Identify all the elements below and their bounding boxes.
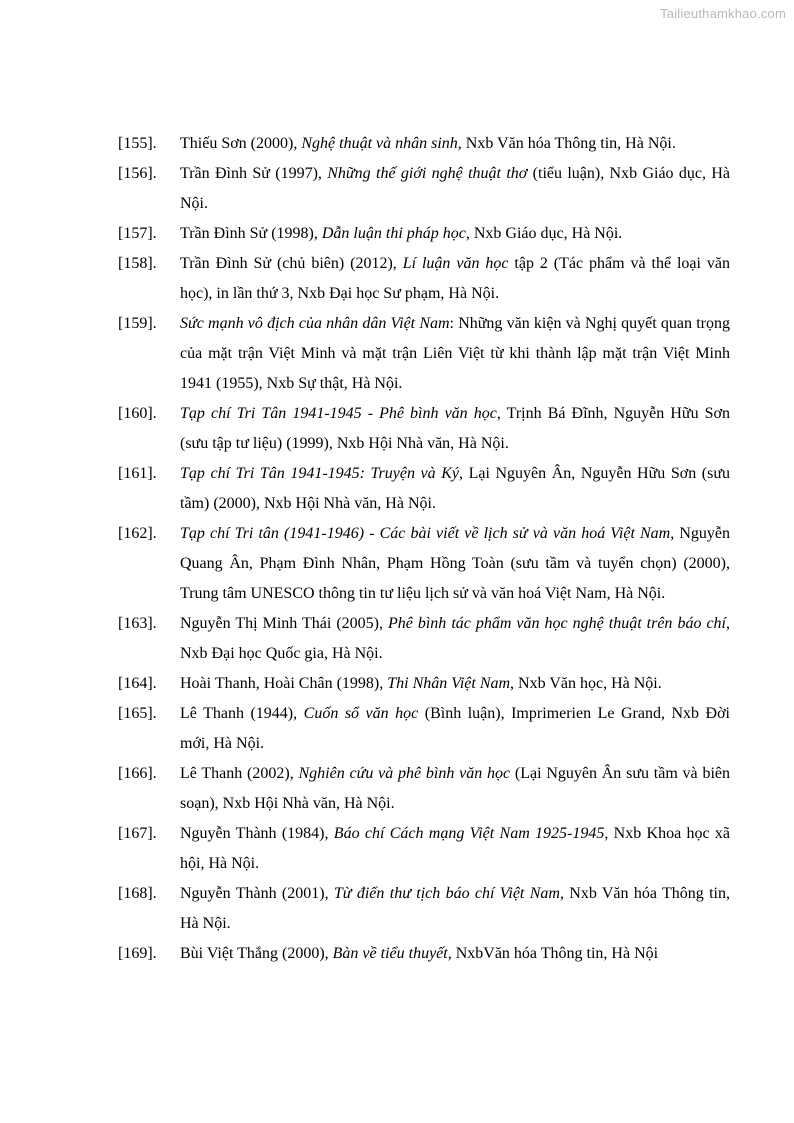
reference-number: [164]. bbox=[118, 675, 157, 692]
reference-item bbox=[118, 129, 730, 159]
reference-item bbox=[118, 879, 730, 939]
reference-item bbox=[118, 309, 730, 399]
reference-text: Nguyễn Thành (2001), Từ điển thư tịch báo chí Việt Nam, Nxb Văn hóa Thông tin, Hà Nội. bbox=[180, 885, 731, 932]
reference-item bbox=[118, 249, 730, 309]
reference-text: Trần Đình Sử (1997), Những thế giới nghệ thuật thơ (tiểu luận), Nxb Giáo dục, Hà Nội. bbox=[180, 165, 730, 212]
reference-number: [159]. bbox=[118, 315, 157, 332]
reference-text: Bùi Việt Thắng (2000), Bàn về tiểu thuyết, NxbVăn hóa Thông tin, Hà Nội bbox=[180, 945, 659, 962]
reference-title: Nghiên cứu và phê bình văn học bbox=[298, 765, 511, 782]
reference-title: Bàn về tiểu thuyết, bbox=[332, 945, 452, 962]
reference-title: Phê bình tác phẩm văn học nghệ thuật trên báo chí bbox=[387, 615, 726, 632]
reference-title: Tạp chí Tri Tân 1941-1945: Truyện và Ký bbox=[180, 465, 459, 482]
reference-number: [160]. bbox=[118, 405, 157, 422]
reference-number: [167]. bbox=[118, 825, 157, 842]
reference-text: Nguyễn Thị Minh Thái (2005), Phê bình tác phẩm văn học nghệ thuật trên báo chí, Nxb Đại học Quốc gia, Hà Nội. bbox=[180, 615, 730, 662]
reference-title: Tạp chí Tri tân (1941-1946) - Các bài viết về lịch sử và văn hoá Việt Nam bbox=[180, 525, 671, 542]
reference-title: Nghệ thuật và nhân sinh bbox=[301, 135, 458, 152]
reference-title: Tạp chí Tri Tân 1941-1945 - Phê bình văn học bbox=[180, 405, 497, 422]
reference-number: [169]. bbox=[118, 945, 157, 962]
reference-title: Dẫn luận thi pháp học bbox=[321, 225, 466, 242]
reference-number: [155]. bbox=[118, 135, 157, 152]
reference-item bbox=[118, 819, 730, 879]
reference-text: Hoài Thanh, Hoài Chân (1998), Thi Nhân Việt Nam, Nxb Văn học, Hà Nội. bbox=[180, 675, 662, 692]
reference-item bbox=[118, 699, 730, 759]
reference-item bbox=[118, 219, 730, 249]
reference-text: Trần Đình Sử (chủ biên) (2012), Lí luận văn học tập 2 (Tác phẩm và thể loại văn học), in lần thứ 3, Nxb Đại học Sư phạm, Hà Nội. bbox=[180, 255, 731, 302]
reference-number: [156]. bbox=[118, 165, 157, 182]
reference-item bbox=[118, 159, 730, 219]
reference-text: Tạp chí Tri tân (1941-1946) - Các bài viết về lịch sử và văn hoá Việt Nam, Nguyễn Quang Ân, Phạm Đình Nhân, Phạm Hồng Toàn (sưu tầm và tuyển chọn) (2000), Trung tâm UNESCO thông tin tư liệu lịch sử và văn hoá Việt Nam, Hà Nội. bbox=[180, 525, 731, 602]
reference-list bbox=[118, 129, 730, 969]
reference-number: [168]. bbox=[118, 885, 157, 902]
reference-title: Từ điển thư tịch báo chí Việt Nam bbox=[333, 885, 560, 902]
reference-text: Lê Thanh (1944), Cuốn sổ văn học (Bình luận), Imprimerien Le Grand, Nxb Đời mới, Hà Nội. bbox=[180, 705, 730, 752]
reference-number: [157]. bbox=[118, 225, 157, 242]
reference-title: Sức mạnh vô địch của nhân dân Việt Nam bbox=[180, 315, 450, 332]
reference-item bbox=[118, 609, 730, 669]
reference-title: Thi Nhân Việt Nam bbox=[387, 675, 511, 692]
reference-number: [162]. bbox=[118, 525, 157, 542]
reference-text: Nguyễn Thành (1984), Báo chí Cách mạng Việt Nam 1925-1945, Nxb Khoa học xã hội, Hà Nội. bbox=[180, 825, 730, 872]
reference-item bbox=[118, 399, 730, 459]
reference-text: Trần Đình Sử (1998), Dẫn luận thi pháp học, Nxb Giáo dục, Hà Nội. bbox=[180, 225, 623, 242]
reference-item bbox=[118, 669, 730, 699]
reference-item bbox=[118, 459, 730, 519]
reference-text: Lê Thanh (2002), Nghiên cứu và phê bình văn học (Lại Nguyên Ân sưu tầm và biên soạn), Nxb Hội Nhà văn, Hà Nội. bbox=[180, 765, 730, 812]
reference-number: [163]. bbox=[118, 615, 157, 632]
reference-item bbox=[118, 519, 730, 609]
reference-item bbox=[118, 939, 730, 969]
reference-number: [158]. bbox=[118, 255, 157, 272]
reference-title: Báo chí Cách mạng Việt Nam 1925-1945 bbox=[333, 825, 605, 842]
reference-number: [165]. bbox=[118, 705, 157, 722]
reference-text: Tạp chí Tri Tân 1941-1945: Truyện và Ký, Lại Nguyên Ân, Nguyễn Hữu Sơn (sưu tầm) (2000), Nxb Hội Nhà văn, Hà Nội. bbox=[180, 465, 730, 512]
reference-text: Thiếu Sơn (2000), Nghệ thuật và nhân sinh, Nxb Văn hóa Thông tin, Hà Nội. bbox=[180, 135, 676, 152]
watermark-text: Tailieuthamkhao.com bbox=[660, 6, 786, 21]
reference-item bbox=[118, 759, 730, 819]
reference-number: [166]. bbox=[118, 765, 157, 782]
reference-text: Sức mạnh vô địch của nhân dân Việt Nam: Những văn kiện và Nghị quyết quan trọng của mặt trận Việt Minh và mặt trận Liên Việt từ khi thành lập mặt trận Việt Minh 1941 (1955), Nxb Sự thật, Hà Nội. bbox=[180, 315, 730, 392]
reference-title: Những thế giới nghệ thuật thơ bbox=[327, 165, 528, 182]
reference-title: Lí luận văn học bbox=[402, 255, 509, 272]
reference-number: [161]. bbox=[118, 465, 157, 482]
reference-text: Tạp chí Tri Tân 1941-1945 - Phê bình văn học, Trịnh Bá Đĩnh, Nguyễn Hữu Sơn (sưu tập tư liệu) (1999), Nxb Hội Nhà văn, Hà Nội. bbox=[180, 405, 730, 452]
reference-title: Cuốn sổ văn học bbox=[303, 705, 419, 722]
